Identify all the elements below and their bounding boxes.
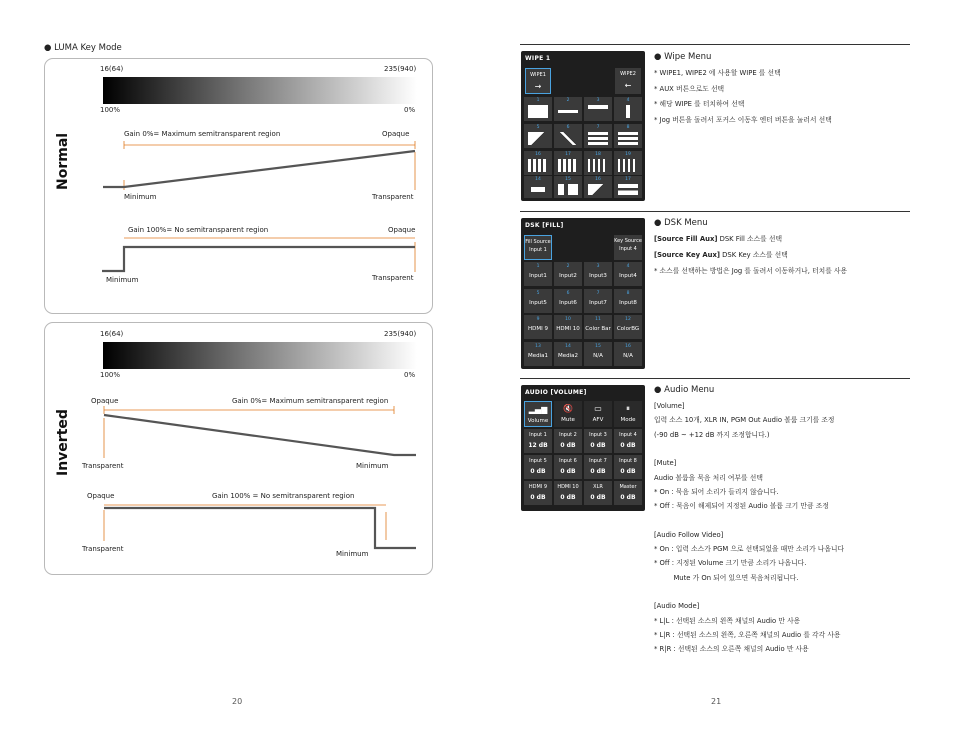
dsk-source-cell[interactable]: 12 ColorBG: [614, 315, 642, 339]
audio-screenshot: [521, 385, 645, 511]
wipe-menu-title: ● Wipe Menu: [654, 52, 712, 62]
audio-line: * On : 입력 소스가 PGM 으로 선택되었을 때만 소리가 나옵니다: [654, 545, 845, 553]
dsk-source-cell[interactable]: 13 Media1: [524, 342, 552, 366]
audio-line: * L|R : 선택된 소스의 왼쪽, 오른쪽 채널의 Audio 를 각각 사용: [654, 630, 841, 639]
inverted-pct-left: 100%: [100, 371, 121, 379]
audio-line: * R|R : 선택된 소스의 오른쪽 채널의 Audio 만 사용: [654, 645, 809, 654]
wipe-line-1: * WIPE1, WIPE2 에 사용할 WIPE 를 선택: [654, 69, 781, 77]
wipe-pattern[interactable]: 7: [584, 124, 612, 148]
dsk-source-cell[interactable]: 4 Input4: [614, 262, 642, 286]
wipe-pattern[interactable]: 18: [584, 151, 612, 175]
audio-shot-title: AUDIO [VOLUME]: [525, 389, 587, 396]
audio-line: [Audio Mode]: [654, 602, 700, 611]
dsk-menu-title: ● DSK Menu: [654, 218, 708, 228]
dsk-source-cell[interactable]: 8 Input8: [614, 289, 642, 313]
audio-divider: [520, 378, 910, 379]
audio-channel-cell[interactable]: Input 5 0 dB: [524, 455, 552, 479]
wipe-pattern[interactable]: 8: [614, 124, 642, 148]
wipe2-button[interactable]: WIPE2 ←: [615, 68, 641, 94]
audio-tab-mute[interactable]: 🔇 Mute: [554, 401, 582, 427]
inverted-g2-minimum: Minimum: [336, 550, 369, 558]
audio-channel-cell[interactable]: HDMI 9 0 dB: [524, 481, 552, 505]
wipe-pattern[interactable]: 19: [614, 151, 642, 175]
wipe-line-4: * Jog 버튼을 돌려서 포커스 이동후 엔터 버튼을 눌러서 선택: [654, 116, 832, 124]
wipe-pattern[interactable]: 16: [524, 151, 552, 175]
wipe-pattern[interactable]: 2: [554, 97, 582, 121]
luma-key-title: ● LUMA Key Mode: [44, 43, 122, 53]
dsk-source-cell[interactable]: 1 Input1: [524, 262, 552, 286]
audio-channel-cell[interactable]: Input 2 0 dB: [554, 429, 582, 453]
wipe-pattern[interactable]: 5: [524, 124, 552, 148]
audio-line: (-90 dB ~ +12 dB 까지 조정합니다.): [654, 430, 770, 439]
audio-menu-title: ● Audio Menu: [654, 385, 715, 395]
wipe-pattern[interactable]: 17: [554, 151, 582, 175]
inverted-g2-transparent: Transparent: [82, 545, 124, 553]
inverted-g2-gain: Gain 100% = No semitransparent region: [212, 492, 355, 500]
audio-channel-cell[interactable]: Input 4 0 dB: [614, 429, 642, 453]
inverted-g1-minimum: Minimum: [356, 462, 389, 470]
normal-g2-minimum: Minimum: [106, 276, 139, 284]
dsk-source-cell[interactable]: 14 Media2: [554, 342, 582, 366]
audio-line: * On : 묵음 되어 소리가 들리지 않습니다.: [654, 487, 779, 496]
audio-line: [Volume]: [654, 402, 685, 410]
mode-icon: ⏸: [626, 404, 630, 413]
bullet-icon: ●: [44, 43, 52, 53]
audio-channel-cell[interactable]: Master 0 dB: [614, 481, 642, 505]
normal-g2-transparent: Transparent: [372, 274, 414, 282]
audio-line: 입력 소스 10개, XLR IN, PGM Out Audio 볼륨 크기를 조정: [654, 416, 835, 425]
inverted-g2-opaque: Opaque: [87, 492, 115, 500]
dsk-line-3: * 소스를 선택하는 방법은 Jog 를 돌려서 이동하거나, 터치를 사용: [654, 267, 848, 275]
wipe-pattern[interactable]: 15: [554, 176, 582, 198]
dsk-source-cell[interactable]: 15 N/A: [584, 342, 612, 366]
dsk-source-cell[interactable]: 10 HDMI 10: [554, 315, 582, 339]
audio-channel-cell[interactable]: Input 7 0 dB: [584, 455, 612, 479]
audio-line: Audio 볼륨을 묵음 처리 여부를 선택: [654, 473, 763, 482]
page-number-right: 21: [711, 697, 722, 706]
audio-channel-cell[interactable]: Input 8 0 dB: [614, 455, 642, 479]
audio-line: * Off : 지정된 Volume 크기 만큼 소리가 나옵니다.: [654, 559, 807, 568]
audio-tab-mode[interactable]: ⏸ Mode: [614, 401, 642, 427]
normal-label: Normal: [55, 132, 71, 190]
wipe-line-3: * 해당 WIPE 를 터치하여 선택: [654, 100, 745, 108]
wipe-screenshot: [521, 51, 645, 201]
audio-channel-cell[interactable]: HDMI 10 0 dB: [554, 481, 582, 505]
normal-g2-opaque: Opaque: [388, 226, 416, 234]
normal-pct-right: 0%: [404, 106, 416, 114]
inverted-grad-left: 16(64): [100, 330, 124, 338]
inverted-grad-right: 235(940): [384, 330, 417, 338]
normal-g1-opaque: Opaque: [382, 130, 410, 138]
fill-source-button[interactable]: Fill Source Input 1: [524, 235, 552, 260]
audio-channel-cell[interactable]: Input 1 12 dB: [524, 429, 552, 453]
audio-line: * Off : 묵음이 해제되어 지정된 Audio 볼륨 크기 만큼 조정: [654, 502, 829, 511]
wipe-pattern[interactable]: 17: [614, 176, 642, 198]
audio-line: [Audio Follow Video]: [654, 530, 724, 539]
inverted-g1-gain: Gain 0%= Maximum semitransparent region: [232, 397, 389, 405]
audio-line: Mute 가 On 되어 있으면 묵음처리됩니다.: [654, 573, 799, 582]
wipe-pattern[interactable]: 4: [614, 97, 642, 121]
audio-line: * L|L : 선택된 소스의 왼쪽 채널의 Audio 만 사용: [654, 616, 801, 625]
audio-tab-afv[interactable]: ▭ AFV: [584, 401, 612, 427]
key-source-button[interactable]: Key Source Input 4: [614, 235, 642, 260]
inverted-g1-transparent: Transparent: [82, 462, 124, 470]
dsk-screenshot: [521, 218, 645, 369]
wipe-divider: [520, 44, 910, 45]
normal-grad-left: 16(64): [100, 65, 124, 73]
inverted-g1-opaque: Opaque: [91, 397, 119, 405]
inverted-label: Inverted: [55, 409, 71, 476]
bullet-icon: ●: [654, 218, 662, 228]
dsk-source-cell[interactable]: 3 Input3: [584, 262, 612, 286]
dsk-source-cell[interactable]: 7 Input7: [584, 289, 612, 313]
audio-tab-volume[interactable]: ▂▄▆ Volume: [524, 401, 552, 427]
audio-channel-cell[interactable]: Input 3 0 dB: [584, 429, 612, 453]
normal-g1-transparent: Transparent: [372, 193, 414, 201]
arrow-left-icon: ←: [624, 81, 632, 90]
normal-pct-left: 100%: [100, 106, 121, 114]
normal-g1-gain: Gain 0%= Maximum semitransparent region: [124, 130, 281, 138]
dsk-line-1: [Source Fill Aux] DSK Fill 소스를 선택: [654, 235, 783, 243]
dsk-source-cell[interactable]: 9 HDMI 9: [524, 315, 552, 339]
dsk-source-cell[interactable]: 2 Input2: [554, 262, 582, 286]
wipe-pattern[interactable]: 16: [584, 176, 612, 198]
dsk-line-2: [Source Key Aux] DSK Key 소스를 선택: [654, 251, 788, 259]
normal-g2-gain: Gain 100%= No semitransparent region: [128, 226, 269, 234]
inverted-pct-right: 0%: [404, 371, 416, 379]
bullet-icon: ●: [654, 385, 662, 395]
dsk-divider: [520, 211, 910, 212]
dsk-source-cell[interactable]: 11 Color Bar: [584, 315, 612, 339]
afv-icon: ▭: [594, 404, 602, 413]
dsk-shot-title: DSK [FILL]: [525, 222, 564, 229]
dsk-source-cell[interactable]: 5 Input5: [524, 289, 552, 313]
wipe-shot-title: WIPE 1: [525, 55, 551, 62]
speaker-mute-icon: 🔇: [563, 404, 573, 413]
wipe-line-2: * AUX 버튼으로도 선택: [654, 85, 725, 93]
dsk-source-cell[interactable]: 16 N/A: [614, 342, 642, 366]
wipe-pattern[interactable]: 6: [554, 124, 582, 148]
audio-channel-cell[interactable]: Input 6 0 dB: [554, 455, 582, 479]
audio-channel-cell[interactable]: XLR 0 dB: [584, 481, 612, 505]
normal-grad-right: 235(940): [384, 65, 417, 73]
wipe-pattern[interactable]: 3: [584, 97, 612, 121]
audio-line: [Mute]: [654, 459, 677, 468]
wipe-pattern[interactable]: 14: [524, 176, 552, 198]
volume-bars-icon: ▂▄▆: [528, 405, 548, 414]
arrow-right-icon: →: [534, 82, 542, 91]
normal-g1-minimum: Minimum: [124, 193, 157, 201]
bullet-icon: ●: [654, 52, 662, 62]
page-number-left: 20: [232, 697, 243, 706]
wipe1-button[interactable]: WIPE1 →: [525, 68, 551, 94]
dsk-source-cell[interactable]: 6 Input6: [554, 289, 582, 313]
wipe-pattern[interactable]: 1: [524, 97, 552, 121]
